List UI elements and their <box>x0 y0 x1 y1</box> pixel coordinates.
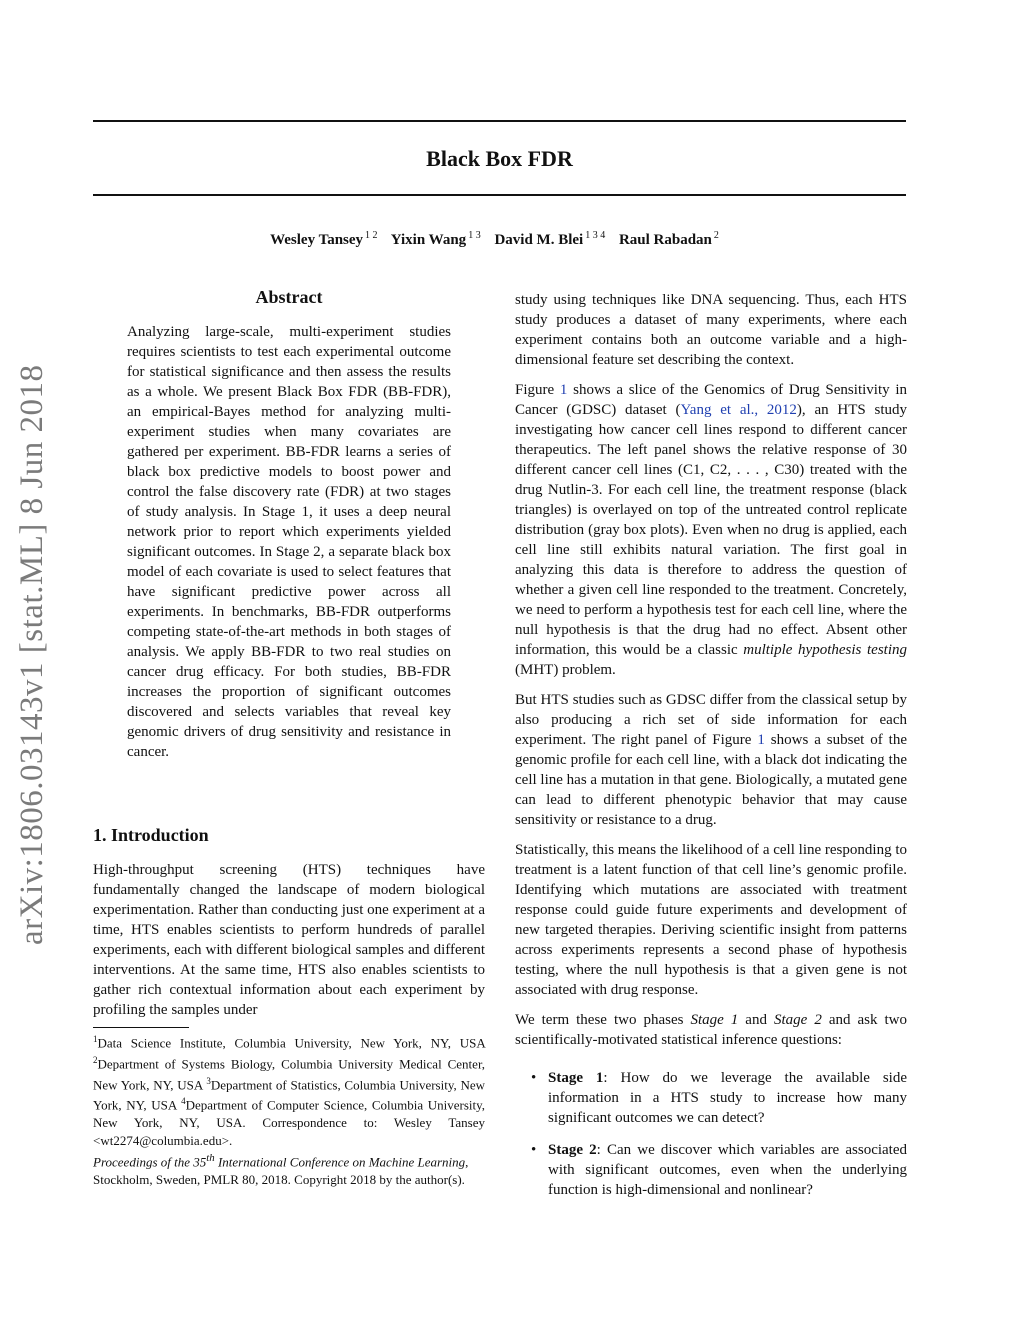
footnote-mark: 3 <box>206 1075 211 1086</box>
proceedings-ordinal: 35 <box>193 1154 207 1170</box>
author-name: Wesley Tansey <box>270 232 364 248</box>
list-item <box>515 1068 907 1128</box>
proceedings-ordinal-suffix: th <box>206 1152 215 1164</box>
list-item <box>515 1140 907 1200</box>
paragraph <box>515 690 907 830</box>
bullet-icon: • <box>531 1070 537 1086</box>
figure-link[interactable]: 1 <box>757 732 765 748</box>
footnote-mark: 2 <box>93 1054 98 1065</box>
arxiv-identifier[interactable]: arXiv:1806.03143v1 [stat.ML] 8 Jun 2018 <box>14 364 50 945</box>
text-run: Figure <box>515 382 560 398</box>
text-run: But HTS studies such as GDSC differ from the classical setup by also producing a rich set of side information for each experiment. The right panel of Figure <box>515 692 907 748</box>
section-heading: 1. Introduction <box>93 825 209 845</box>
text-run: and <box>738 1012 774 1028</box>
author-list <box>93 230 906 249</box>
footnote-mark: 1 <box>93 1034 98 1044</box>
proceedings-details: , Stockholm, Sweden, PMLR 80, 2018. Copyright 2018 by the author(s). <box>93 1154 469 1187</box>
question-list <box>515 1068 907 1200</box>
affiliation-text: Department of Statistics, Columbia University, New York, NY, USA <box>93 1076 486 1113</box>
right-column <box>515 290 907 1212</box>
bullet-label: Stage 2 <box>548 1142 597 1158</box>
author-affiliation: 1 3 4 <box>585 230 606 241</box>
text-run: We term these two phases <box>515 1012 691 1028</box>
footnote-rule <box>93 1027 189 1028</box>
author-affiliation: 2 <box>713 230 719 241</box>
proceedings-venue: International Conference on Machine Learning <box>214 1154 466 1170</box>
affiliation-footnote <box>93 1031 485 1149</box>
text-run: shows a slice of the Genomics of Drug Sensitivity in Cancer (GDSC) dataset ( <box>515 382 907 418</box>
abstract-heading: Abstract <box>255 287 323 307</box>
paragraph <box>515 380 907 680</box>
author-name: Yixin Wang <box>390 232 467 248</box>
abstract-text: Analyzing large-scale, multi-experiment studies requires scientists to test each experimental outcome for statistical significance and then assess the results as a whole. We present Black Box FDR (BB-FDR), an empirical-Bayes method for analyzing multi-experiment studies when many covariates are gathered per experiment. BB-FDR learns a series of black box predictive models to boost power and control the false discovery rate (FDR) at two stages of study analysis. In Stage 1, it uses a deep neural network prior to report which experiments yielded significant outcomes. In Stage 2, a separate black box model of each covariate is used to select features that have significant predictive power across all experiments. In benchmarks, BB-FDR outperforms competing state-of-the-art methods in both stages of analysis. We apply BB-FDR to two real studies on cancer drug efficacy. For both studies, BB-FDR increases the proportion of significant outcomes discovered and selects variables that reveal key genomic drivers of drug sensitivity and resistance in cancer. <box>127 324 451 760</box>
emphasized-term: multiple hypothesis testing <box>743 642 907 658</box>
text-run: and ask two scientifically-motivated statistical inference questions: <box>515 1012 908 1048</box>
citation-link[interactable]: Yang et al., 2012 <box>680 402 797 418</box>
bullet-icon: • <box>531 1142 537 1158</box>
affiliation-text: Data Science Institute, Columbia University, New York, NY, USA <box>97 1035 485 1051</box>
paragraph: study using techniques like DNA sequencing. Thus, each HTS study produces a dataset of many experiments, where each experiment contains both an outcome variable and a high-dimensional feature set describing the context. <box>515 292 907 368</box>
bullet-label: Stage 1 <box>548 1070 604 1086</box>
affiliation-text: Department of Computer Science, Columbia University, New York, NY, USA. Correspondence to: Wesley Tansey <wt2274@columbia.edu>. <box>93 1097 486 1148</box>
author-affiliation: 1 3 <box>468 230 481 241</box>
text-run: (MHT) problem. <box>515 662 616 678</box>
bullet-text: : How do we leverage the available side information in a HTS study to increase how many significant outcomes we can detect? <box>548 1070 907 1126</box>
emphasized-term: Stage 1 <box>690 1012 739 1028</box>
affiliation-text: Department of Systems Biology, Columbia University Medical Center, New York, NY, USA <box>93 1056 485 1092</box>
footnote-mark: 4 <box>181 1096 186 1107</box>
text-run: ), an HTS study investigating how cancer cell lines respond to different cancer therapeutics. The left panel shows the relative response of 30 different cancer cell lines (C1, C2, . . . , C30) treated with the drug Nutlin-3. For each cell line, the treatment response (black triangles) is overlayed on top of the untreated control replicate distribution (gray box plots). Even when no drug is applied, each cell line still exhibits natural variation. The first goal in analyzing this data is therefore to address the question of whether a given cell line responded to the treatment. Concretely, we need to perform a hypothesis test for each cell line, where the null hypothesis is that the drug had no effect. Absent other information, this would be a classic <box>515 402 907 658</box>
intro-text: High-throughput screening (HTS) techniques have fundamentally changed the landscape of modern biological experimentation. Rather than conducting just one experiment at a time, HTS enables scientists to perform hundreds of parallel experiments, each with different biological samples and different interventions. At the same time, HTS also enables scientists to gather rich contextual information about each experiment by profiling the samples under <box>93 862 485 1018</box>
proceedings-note <box>93 1150 485 1188</box>
paragraph: Statistically, this means the likelihood of a cell line responding to treatment is a latent function of that cell line’s genomic profile. Identifying which mutations are associated with treatment response could guide future experiments and development of new targeted therapies. Deriving scientific insight from patterns across experiments represents a second phase of hypothesis testing, where the null hypothesis is that a given gene is not associated with drug response. <box>515 842 907 998</box>
author-affiliation: 1 2 <box>365 230 378 241</box>
top-rule <box>93 120 906 122</box>
title-bottom-rule <box>93 194 906 196</box>
author-name: David M. Blei <box>494 232 584 248</box>
text-run: shows a subset of the genomic profile for each cell line, with a black dot indicating the cell line has a mutation in that gene. Biologically, a mutated gene can lead to different phenotypic behavior that may cause sensitivity or resistance to a drug. <box>515 732 907 828</box>
figure-link[interactable]: 1 <box>559 382 568 398</box>
proceedings-text: Proceedings of the <box>93 1154 194 1170</box>
bullet-text: : Can we discover which variables are associated with significant outcomes, even when the underlying function is high-dimensional and nonlinear? <box>548 1142 907 1198</box>
paragraph <box>515 1010 907 1050</box>
author-name: Raul Rabadan <box>618 232 712 248</box>
paper-title: Black Box FDR <box>426 146 573 171</box>
emphasized-term: Stage 2 <box>773 1012 822 1028</box>
